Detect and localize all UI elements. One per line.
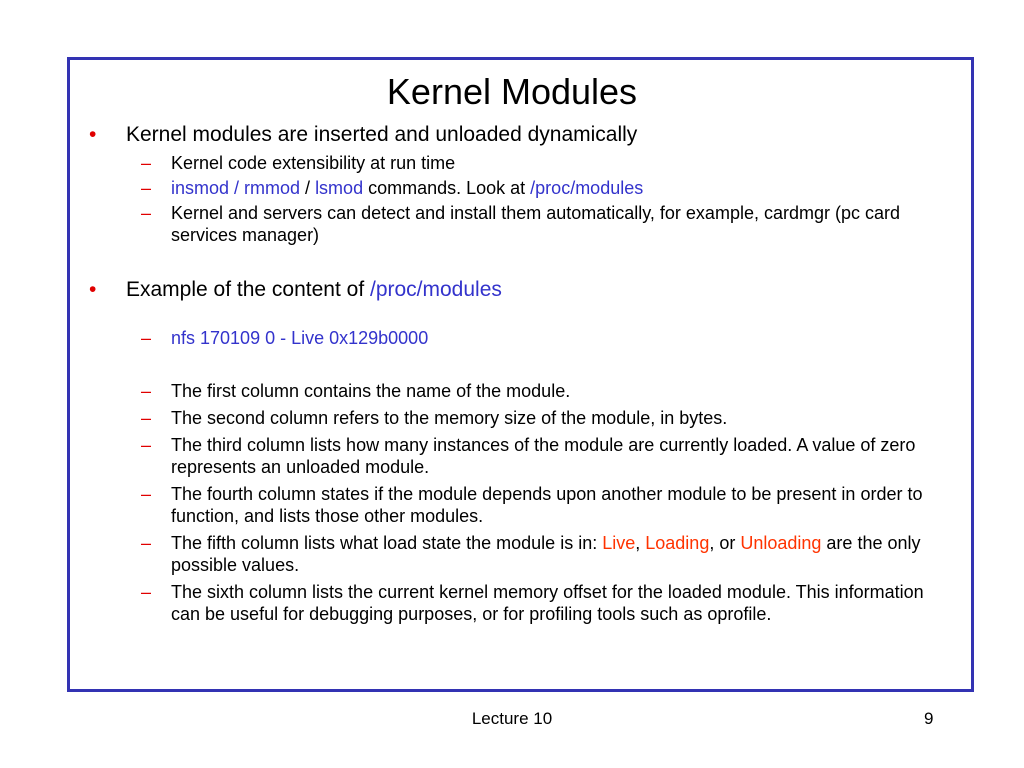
dash-icon: – (141, 533, 152, 553)
column-text: The sixth column lists the current kernel memory offset for the loaded module. This information can be useful for debugging purposes, or for profiling tools such as oprofile. (171, 582, 924, 624)
example-line (89, 327, 949, 349)
separator-text: / (300, 178, 316, 198)
dash-icon: – (141, 408, 152, 428)
sub-bullet-text: Kernel code extensibility at run time (171, 153, 456, 173)
dash-icon: – (141, 203, 152, 223)
column-description (89, 581, 949, 625)
sub-bullet-item (89, 152, 949, 174)
dash-icon: – (141, 328, 152, 348)
dash-icon: – (141, 381, 152, 401)
dash-icon: – (141, 178, 152, 198)
separator-text: , (635, 533, 646, 553)
bullet-item (89, 121, 949, 149)
slide-title: Kernel Modules (386, 71, 638, 112)
bullet-dot-icon: • (89, 278, 97, 301)
column-description (89, 483, 949, 527)
example-text: nfs 170109 0 - Live 0x129b0000 (171, 328, 429, 348)
command-lsmod: lsmod (315, 178, 364, 198)
column-text: The first column contains the name of the module. (171, 381, 571, 401)
state-live: Live (602, 533, 636, 553)
footer-lecture-label: Lecture 10 (471, 709, 553, 728)
column-text: The second column refers to the memory size of the module, in bytes. (171, 408, 728, 428)
proc-modules-path: /proc/modules (530, 178, 644, 198)
sub-bullet-item (89, 202, 949, 246)
slide-content (89, 121, 949, 631)
dash-icon: – (141, 582, 152, 602)
state-unloading: Unloading (740, 533, 822, 553)
column-description (89, 434, 949, 478)
proc-modules-path: /proc/modules (369, 278, 502, 301)
bullet-item (89, 276, 949, 304)
dash-icon: – (141, 153, 152, 173)
command-insmod-rmmod: insmod / rmmod (171, 178, 301, 198)
sub-bullet-text: Kernel and servers can detect and install them automatically, for example, cardmgr (pc card services manager) (171, 203, 900, 245)
bullet-text: Example of the content of (126, 278, 370, 301)
slide-number: 9 (924, 709, 934, 728)
bullet-text: Kernel modules are inserted and unloaded dynamically (126, 123, 638, 146)
separator-text: , or (709, 533, 741, 553)
column-description (89, 380, 949, 402)
column-description (89, 407, 949, 429)
column-text: are the only possible values. (171, 533, 926, 575)
column-text: The third column lists how many instances of the module are currently loaded. A value of zero represents an unloaded module. (171, 435, 916, 477)
bullet-dot-icon: • (89, 123, 97, 146)
dash-icon: – (141, 435, 152, 455)
column-text: The fourth column states if the module depends upon another module to be present in order to function, and lists those other modules. (171, 484, 923, 526)
commands-text: commands. Look at (363, 178, 531, 198)
state-loading: Loading (645, 533, 710, 553)
dash-icon: – (141, 484, 152, 504)
sub-bullet-item (89, 177, 949, 199)
column-text: The fifth column lists what load state the module is in: (171, 533, 603, 553)
column-description (89, 532, 949, 576)
